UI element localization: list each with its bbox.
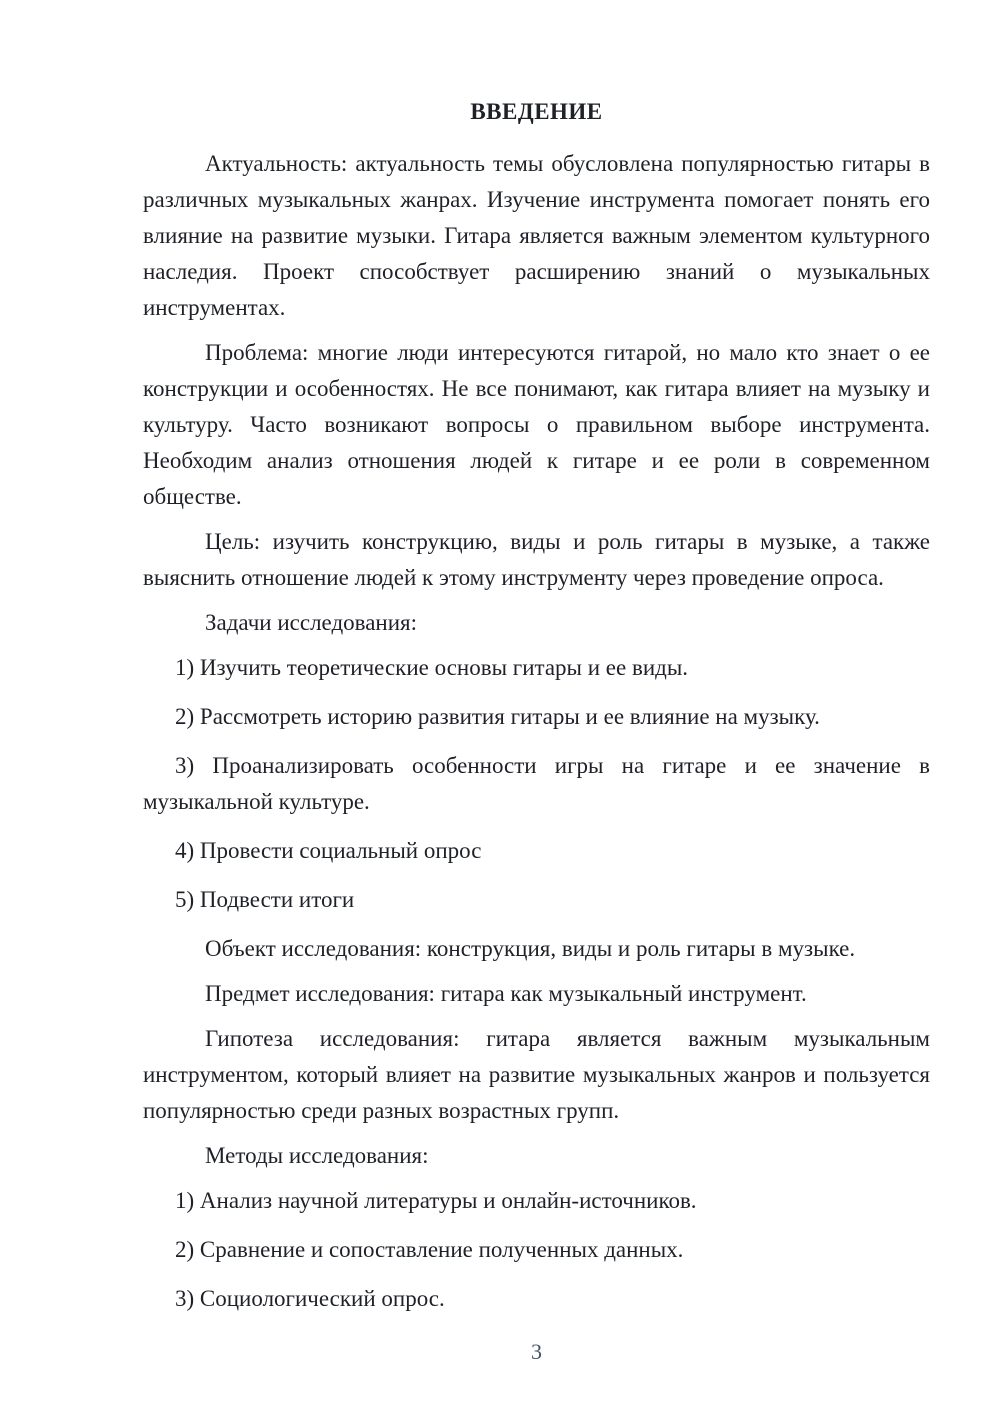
task-item-3: 3) Проанализировать особенности игры на гитаре и ее значение в музыкальной культуре. <box>143 753 930 814</box>
page-title: ВВЕДЕНИЕ <box>470 99 603 124</box>
task-item-5: 5) Подвести итоги <box>175 887 355 912</box>
method-item-1: 1) Анализ научной литературы и онлайн-источников. <box>175 1188 697 1213</box>
paragraph-relevance: Актуальность: актуальность темы обусловлена популярностью гитары в различных музыкальных жанрах. Изучение инструмента помогает понять его влияние на развитие музыки. Гитара является важным элементом культурного наследия. Проект способствует расширению знаний о музыкальных инструментах. <box>143 151 930 320</box>
paragraph-hypothesis: Гипотеза исследования: гитара является важным музыкальным инструментом, который влияет на развитие музыкальных жанров и пользуется популярностью среди разных возрастных групп. <box>143 1026 930 1123</box>
paragraph-goal: Цель: изучить конструкцию, виды и роль гитары в музыке, а также выяснить отношение людей к этому инструменту через проведение опроса. <box>143 529 930 590</box>
paragraph-problem: Проблема: многие люди интересуются гитарой, но мало кто знает о ее конструкции и особенностях. Не все понимают, как гитара влияет на музыку и культуру. Часто возникают вопросы о правильном выборе инструмента. Необходим анализ отношения людей к гитаре и ее роли в современном обществе. <box>143 340 930 509</box>
paragraph-object: Объект исследования: конструкция, виды и роль гитары в музыке. <box>205 936 856 961</box>
task-item-2: 2) Рассмотреть историю развития гитары и ее влияние на музыку. <box>175 704 820 729</box>
method-item-3: 3) Социологический опрос. <box>175 1286 445 1311</box>
paragraph-subject: Предмет исследования: гитара как музыкальный инструмент. <box>205 981 807 1006</box>
task-item-4: 4) Провести социальный опрос <box>175 838 482 863</box>
task-item-1: 1) Изучить теоретические основы гитары и ее виды. <box>175 655 689 680</box>
methods-heading: Методы исследования: <box>205 1143 429 1168</box>
method-item-2: 2) Сравнение и сопоставление полученных данных. <box>175 1237 684 1262</box>
tasks-heading: Задачи исследования: <box>205 610 418 635</box>
page-number: 3 <box>531 1339 542 1364</box>
